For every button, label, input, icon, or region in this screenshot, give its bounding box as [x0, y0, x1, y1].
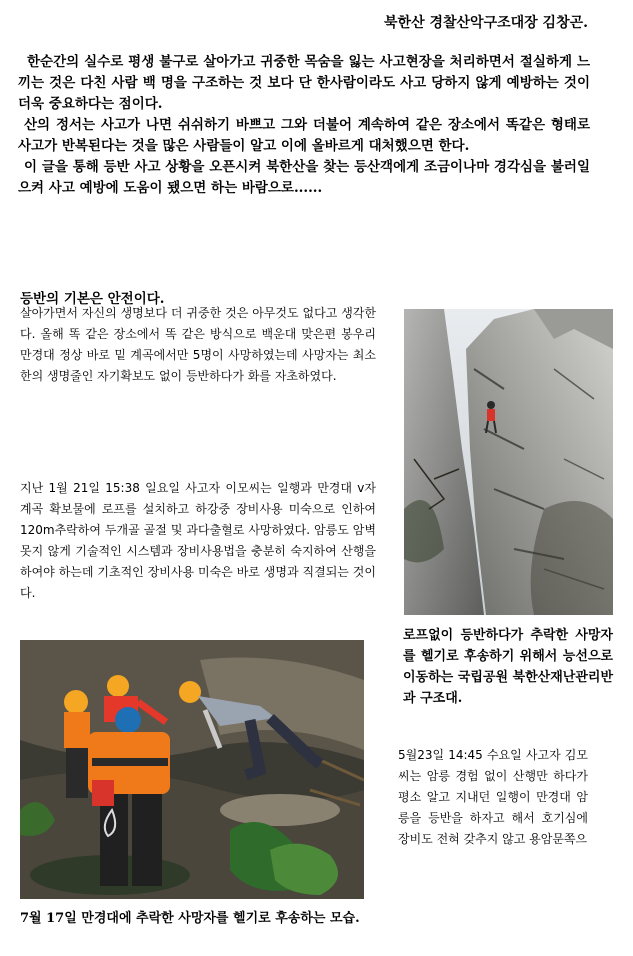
photo-caption-1: 로프없이 등반하다가 추락한 사망자를 헬기로 후송하기 위해서 능선으로 이동하는 국립공원 북한산재난관리반과 구조대. [403, 628, 613, 706]
intro-paragraph: 이 글을 통해 등반 사고 상황을 오픈시켜 북한산을 찾는 등산객에게 조금이나마 경각심을 불러일으켜 사고 예방에 도움이 됐으면 하는 바람으로...... [18, 159, 590, 196]
photo-rescue-team [20, 640, 364, 899]
photo-rock-climber [404, 309, 613, 615]
photo-caption-2: 7월 17일 만경대에 추락한 사망자를 헬기로 후송하는 모습. [20, 911, 360, 926]
author-line: 북한산 경찰산악구조대장 김창곤. [384, 15, 588, 31]
section-heading: 등반의 기본은 안전이다. [20, 291, 165, 307]
rescuer-figure [64, 690, 90, 798]
intro-paragraph: 산의 정서는 사고가 나면 쉬쉬하기 바쁘고 그와 더불어 계속하여 같은 장소에서 똑같은 형태로 사고가 반복된다는 것을 많은 사람들이 알고 이에 올바르게 대처했으면 한다. [18, 117, 590, 154]
body-paragraph-3: 5월23일 14:45 수요일 사고자 김모씨는 암릉 경험 없이 산행만 하다가 평소 알고 지내던 일행이 만경대 암릉을 등반을 하자고 해서 호기심에 장비도 전혀 갖추지 않고 용암문쪽으 [398, 748, 588, 846]
body-paragraph-1: 살아가면서 자신의 생명보다 더 귀중한 것은 아무것도 없다고 생각한다. 올해 똑 같은 장소에서 똑 같은 방식으로 백운대 맞은편 봉우리 만경대 정상 바로 밑 계곡에서만 5명이 사망하였는데 사망자는 최소한의 생명줄인 자기확보도 없이 등반하다가 화를 자초하였다. [20, 306, 376, 383]
intro-paragraph: 한순간의 실수로 평생 불구로 살아가고 귀중한 목숨을 잃는 사고현장을 처리하면서 절실하게 느끼는 것은 다친 사람 백 명을 구조하는 것 보다 단 한사람이라도 사고 당하지 않게 예방하는 것이 더욱 중요하다는 점이다. [18, 54, 590, 112]
intro-block [18, 52, 590, 199]
body-paragraph-2: 지난 1월 21일 15:38 일요일 사고자 이모씨는 일행과 만경대 v자 계곡 확보물에 로프를 설치하고 하강중 장비사용 미숙으로 인하여 120m추락하여 두개골 골절 및 과다출혈로 사망하였다. 암릉도 암벽 못지 않게 기술적인 시스템과 장비사용법을 충분히 숙지하여 산행을 하여야 하는데 기초적인 장비사용 미숙은 바로 생명과 직결되는 것이다. [20, 481, 376, 600]
